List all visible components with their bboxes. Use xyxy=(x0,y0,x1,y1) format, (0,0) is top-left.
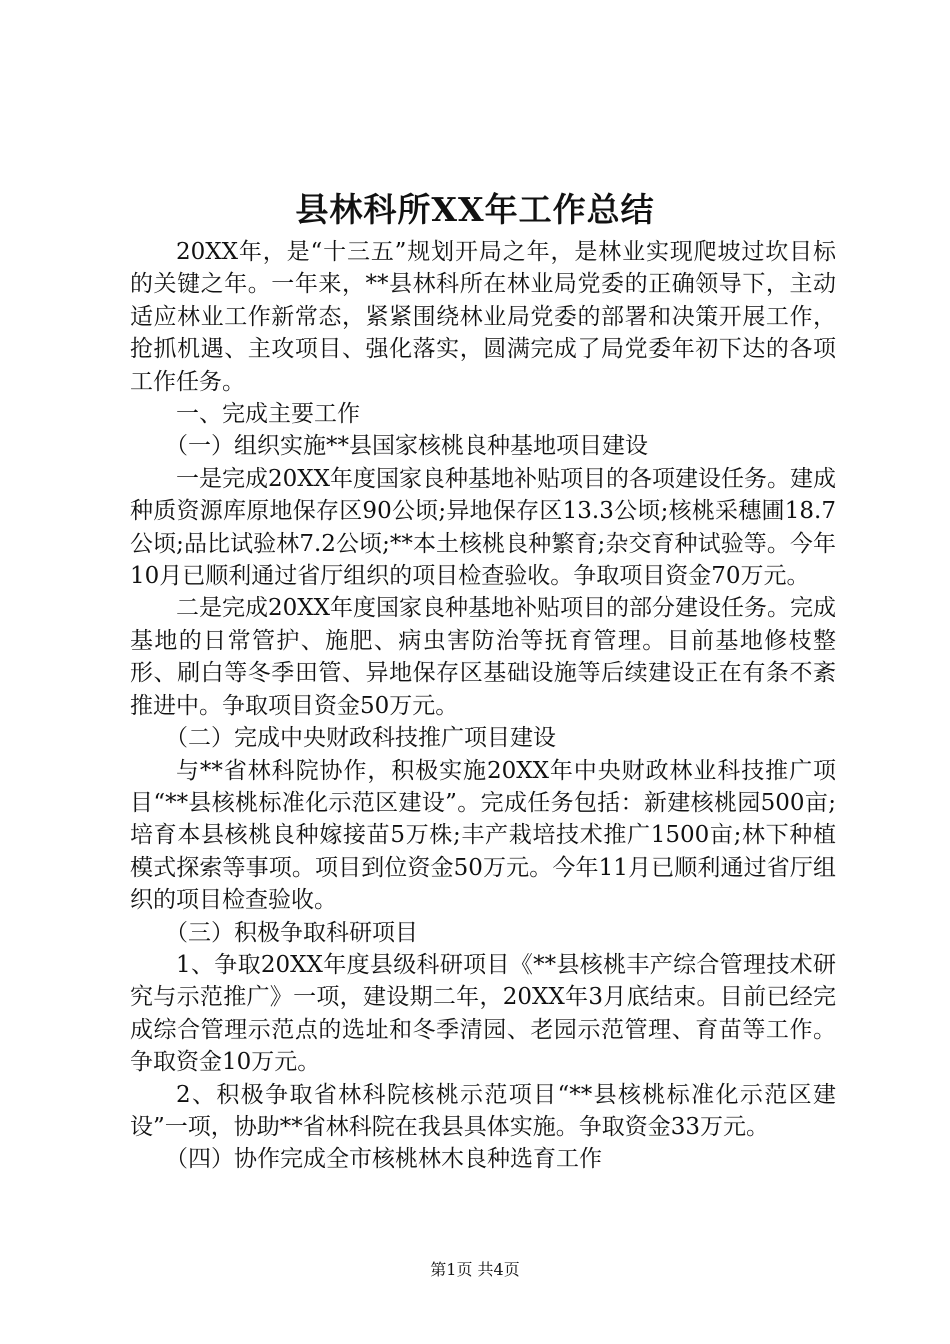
body-paragraph: 二是完成20XX年度国家良种基地补贴项目的部分建设任务。完成基地的日常管护、施肥、病虫害防治等抚育管理。目前基地修枝整形、刷白等冬季田管、异地保存区基础设施等后续建设正在有条不紊推进中。争取项目资金50万元。 xyxy=(130,595,837,719)
document-body xyxy=(130,236,836,1176)
subsection-heading-2: （二）完成中央财政科技推广项目建设 xyxy=(165,725,556,752)
subsection-heading-3: （三）积极争取科研项目 xyxy=(165,919,418,946)
subsection-heading-1: （一）组织实施**县国家核桃良种基地项目建设 xyxy=(165,433,648,460)
body-paragraph: 1、争取20XX年度县级科研项目《**县核桃丰产综合管理技术研究与示范推广》一项，建设期二年，20XX年3月底结束。目前已经完成综合管理示范点的选址和冬季清园、老园示范管理、育苗等工作。争取资金10万元。 xyxy=(130,951,836,1076)
body-paragraph: 与**省林科院协作，积极实施20XX年中央财政林业科技推广项目“**县核桃标准化示范区建设”。完成任务包括：新建核桃园500亩;培育本县核桃良种嫁接苗5万株;丰产栽培技术推广1500亩;林下种植模式探索等事项。项目到位资金50万元。今年11月已顺利通过省厅组织的项目检查验收。 xyxy=(130,757,836,914)
body-paragraph: 2、积极争取省林科院核桃示范项目“**县核桃标准化示范区建设”一项，协助**省林科院在我县具体实施。争取资金33万元。 xyxy=(130,1081,836,1140)
document-title: 县林科所XX年工作总结 xyxy=(295,190,655,229)
body-paragraph: 一是完成20XX年度国家良种基地补贴项目的各项建设任务。建成种质资源库原地保存区90公顷;异地保存区13.3公顷;核桃采穗圃18.7公顷;品比试验林7.2公顷;**本土核桃良种繁育;杂交育种试验等。今年10月已顺利通过省厅组织的项目检查验收。争取项目资金70万元。 xyxy=(130,465,837,590)
intro-paragraph: 20XX年，是“十三五”规划开局之年，是林业实现爬坡过坎目标的关键之年。一年来，**县林科所在林业局党委的正确领导下，主动适应林业工作新常态，紧紧围绕林业局党委的部署和决策开展工作，抢抓机遇、主攻项目、强化落实，圆满完成了局党委年初下达的各项工作任务。 xyxy=(130,239,836,395)
subsection-heading-4: （四）协作完成全市核桃林木良种选育工作 xyxy=(165,1146,602,1173)
section-heading-1: 一、完成主要工作 xyxy=(176,401,360,428)
page-number-footer: 第1页 共4页 xyxy=(430,1260,520,1279)
